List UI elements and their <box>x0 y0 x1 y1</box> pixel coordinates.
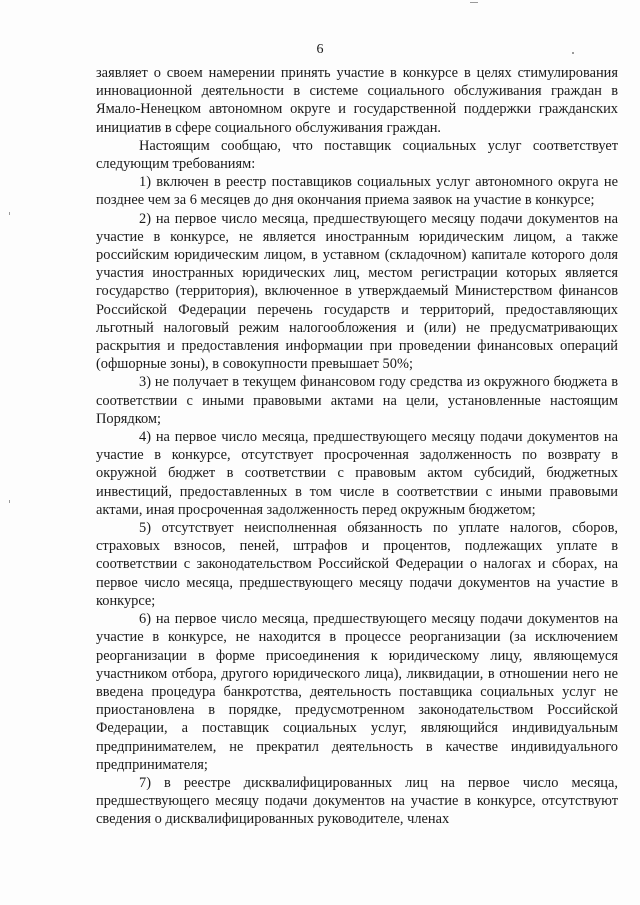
document-body <box>96 64 618 829</box>
scan-artifact <box>9 212 10 215</box>
requirement-item-3: 3) не получает в текущем финансовом году средства из окружного бюджета в соответствии с иными правовыми актами на цели, установленные настоящим Порядком; <box>96 374 618 427</box>
requirement-item-5: 5) отсутствует неисполненная обязанность по уплате налогов, сборов, страховых взносов, пеней, штрафов и процентов, подлежащих уплате в соответствии с законодательством Российской Федерации о налогах и сборах, на первое число месяца, предшествующего месяцу подачи документов на участие в конкурсе; <box>96 520 618 609</box>
requirement-item-1: 1) включен в реестр поставщиков социальных услуг автономного округа не позднее чем за 6 месяцев до дня окончания приема заявок на участие в конкурсе; <box>96 174 618 209</box>
requirement-item-6: 6) на первое число месяца, предшествующего месяцу подачи документов на участие в конкурсе, не находится в процессе реорганизации (за исключением реорганизации в форме присоединения к юридическому лицу, являющемуся участником отбора, другого юридического лица), ликвидации, в отношении него не введена процедура банкротства, деятельность поставщика социальных услуг не приостановлена в порядке, предусмотренном законодательством Российской Федерации, а поставщик социальных услуг, являющийся индивидуальным предпринимателем, не прекратил деятельность в качестве индивидуального предпринимателя; <box>96 611 618 773</box>
scan-artifact <box>9 500 10 503</box>
requirement-item-2: 2) на первое число месяца, предшествующего месяцу подачи документов на участие в конкурсе, не является иностранным юридическим лицом, а также российским юридическим лицом, в уставном (складочном) капитале которого доля участия иностранных юридических лиц, местом регистрации которых является государство (территория), включенное в утверждаемый Министерством финансов Российской Федерации перечень государств и территорий, предоставляющих льготный налоговый режим налогообложения и (или) не предусматривающих раскрытия и предоставления информации при проведении финансовых операций (офшорные зоны), в совокупности превышает 50%; <box>96 210 618 373</box>
requirement-item-7: 7) в реестре дисквалифицированных лиц на первое число месяца, предшествующего месяцу подачи документов на участие в конкурсе, отсутствуют сведения о дисквалифицированных руководителе, членах <box>96 774 618 828</box>
requirement-item-4: 4) на первое число месяца, предшествующего месяцу подачи документов на участие в конкурсе, отсутствует просроченная задолженность по возврату в окружной бюджет в соответствии с правовым актом субсидий, бюджетных инвестиций, предоставленных в том числе в соответствии с иными правовыми актами, иная просроченная задолженность перед окружным бюджетом; <box>96 429 618 518</box>
requirements-lead-paragraph: Настоящим сообщаю, что поставщик социальных услуг соответствует следующим требованиям: <box>96 137 618 173</box>
intro-paragraph: заявляет о своем намерении принять участие в конкурсе в целях стимулирования инновационной деятельности в системе социального обслуживания граждан в Ямало-Ненецком автономном округе и государственной поддержки гражданских инициатив в сфере социального обслуживания граждан. <box>96 65 618 136</box>
page-number: 6 <box>316 42 324 57</box>
scan-artifact <box>470 2 478 3</box>
